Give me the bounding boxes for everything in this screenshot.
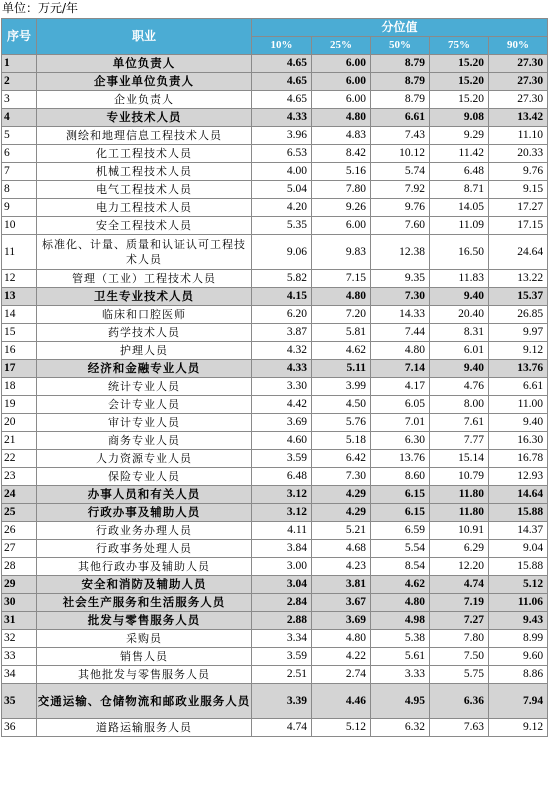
table-row <box>2 288 548 306</box>
percentile-value: 4.76 <box>430 378 489 396</box>
percentile-value: 6.36 <box>430 684 489 719</box>
percentile-value: 4.15 <box>252 288 312 306</box>
row-number: 24 <box>2 486 37 504</box>
row-number: 19 <box>2 396 37 414</box>
percentile-value: 10.91 <box>430 522 489 540</box>
percentile-value: 20.33 <box>489 145 548 163</box>
percentile-value: 9.29 <box>430 127 489 145</box>
percentile-value: 6.05 <box>371 396 430 414</box>
occupation-name: 采购员 <box>37 630 252 648</box>
percentile-value: 13.42 <box>489 109 548 127</box>
percentile-value: 8.54 <box>371 558 430 576</box>
occupation-name: 安全工程技术人员 <box>37 217 252 235</box>
table-row <box>2 666 548 684</box>
percentile-value: 9.04 <box>489 540 548 558</box>
percentile-value: 11.10 <box>489 127 548 145</box>
percentile-value: 4.65 <box>252 55 312 73</box>
header-p90: 90% <box>489 37 548 55</box>
percentile-value: 7.61 <box>430 414 489 432</box>
header-p50: 50% <box>371 37 430 55</box>
percentile-value: 6.48 <box>252 468 312 486</box>
percentile-value: 11.80 <box>430 504 489 522</box>
table-row <box>2 432 548 450</box>
percentile-value: 4.68 <box>312 540 371 558</box>
percentile-value: 9.12 <box>489 342 548 360</box>
percentile-value: 4.80 <box>312 630 371 648</box>
percentile-value: 4.62 <box>371 576 430 594</box>
occupation-name: 行政事务处理人员 <box>37 540 252 558</box>
percentile-value: 3.12 <box>252 486 312 504</box>
percentile-value: 24.64 <box>489 235 548 270</box>
occupation-name: 卫生专业技术人员 <box>37 288 252 306</box>
occupation-name: 化工工程技术人员 <box>37 145 252 163</box>
percentile-value: 9.40 <box>430 360 489 378</box>
occupation-name: 道路运输服务人员 <box>37 719 252 737</box>
occupation-name: 企事业单位负责人 <box>37 73 252 91</box>
occupation-name: 其他行政办事及辅助人员 <box>37 558 252 576</box>
percentile-value: 2.88 <box>252 612 312 630</box>
row-number: 30 <box>2 594 37 612</box>
percentile-value: 4.23 <box>312 558 371 576</box>
table-row <box>2 648 548 666</box>
table-row <box>2 719 548 737</box>
percentile-value: 9.08 <box>430 109 489 127</box>
percentile-value: 4.17 <box>371 378 430 396</box>
percentile-value: 6.61 <box>489 378 548 396</box>
percentile-value: 7.44 <box>371 324 430 342</box>
table-row <box>2 235 548 270</box>
percentile-value: 12.20 <box>430 558 489 576</box>
percentile-value: 4.00 <box>252 163 312 181</box>
percentile-value: 3.33 <box>371 666 430 684</box>
percentile-value: 5.38 <box>371 630 430 648</box>
percentile-value: 4.65 <box>252 73 312 91</box>
table-row <box>2 396 548 414</box>
percentile-value: 7.14 <box>371 360 430 378</box>
percentile-value: 2.84 <box>252 594 312 612</box>
percentile-value: 5.82 <box>252 270 312 288</box>
row-number: 34 <box>2 666 37 684</box>
percentile-value: 8.79 <box>371 55 430 73</box>
percentile-value: 7.30 <box>371 288 430 306</box>
percentile-value: 4.22 <box>312 648 371 666</box>
percentile-value: 11.09 <box>430 217 489 235</box>
percentile-value: 6.48 <box>430 163 489 181</box>
percentile-value: 4.80 <box>312 109 371 127</box>
percentile-value: 6.15 <box>371 504 430 522</box>
occupation-name: 行政办事及辅助人员 <box>37 504 252 522</box>
occupation-name: 批发与零售服务人员 <box>37 612 252 630</box>
percentile-value: 9.35 <box>371 270 430 288</box>
row-number: 28 <box>2 558 37 576</box>
percentile-value: 6.01 <box>430 342 489 360</box>
percentile-value: 7.43 <box>371 127 430 145</box>
row-number: 17 <box>2 360 37 378</box>
percentile-value: 3.00 <box>252 558 312 576</box>
percentile-value: 3.99 <box>312 378 371 396</box>
percentile-value: 3.39 <box>252 684 312 719</box>
occupation-name: 其他批发与零售服务人员 <box>37 666 252 684</box>
percentile-value: 3.59 <box>252 648 312 666</box>
table-row <box>2 468 548 486</box>
percentile-value: 5.74 <box>371 163 430 181</box>
percentile-value: 5.11 <box>312 360 371 378</box>
percentile-value: 15.88 <box>489 558 548 576</box>
table-row <box>2 558 548 576</box>
row-number: 20 <box>2 414 37 432</box>
percentile-value: 8.60 <box>371 468 430 486</box>
percentile-value: 9.76 <box>489 163 548 181</box>
table-row <box>2 270 548 288</box>
table-row <box>2 684 548 719</box>
row-number: 14 <box>2 306 37 324</box>
table-row <box>2 91 548 109</box>
percentile-value: 5.21 <box>312 522 371 540</box>
row-number: 36 <box>2 719 37 737</box>
percentile-value: 8.86 <box>489 666 548 684</box>
percentile-value: 9.26 <box>312 199 371 217</box>
percentile-value: 15.20 <box>430 91 489 109</box>
row-number: 2 <box>2 73 37 91</box>
percentile-value: 11.06 <box>489 594 548 612</box>
percentile-value: 10.12 <box>371 145 430 163</box>
row-number: 21 <box>2 432 37 450</box>
percentile-value: 27.30 <box>489 73 548 91</box>
row-number: 12 <box>2 270 37 288</box>
row-number: 26 <box>2 522 37 540</box>
percentile-value: 8.71 <box>430 181 489 199</box>
percentile-value: 3.69 <box>312 612 371 630</box>
percentile-value: 9.97 <box>489 324 548 342</box>
percentile-value: 5.04 <box>252 181 312 199</box>
table-row <box>2 450 548 468</box>
occupation-name: 电气工程技术人员 <box>37 181 252 199</box>
occupation-name: 统计专业人员 <box>37 378 252 396</box>
percentile-value: 6.32 <box>371 719 430 737</box>
percentile-value: 9.43 <box>489 612 548 630</box>
percentile-value: 7.20 <box>312 306 371 324</box>
header-p10: 10% <box>252 37 312 55</box>
table-row <box>2 414 548 432</box>
occupation-name: 药学技术人员 <box>37 324 252 342</box>
percentile-value: 15.14 <box>430 450 489 468</box>
percentile-value: 20.40 <box>430 306 489 324</box>
table-row <box>2 217 548 235</box>
row-number: 10 <box>2 217 37 235</box>
percentile-value: 15.20 <box>430 73 489 91</box>
percentile-value: 4.33 <box>252 109 312 127</box>
percentile-value: 16.50 <box>430 235 489 270</box>
percentile-value: 6.42 <box>312 450 371 468</box>
percentile-value: 4.29 <box>312 504 371 522</box>
percentile-value: 14.05 <box>430 199 489 217</box>
percentile-value: 16.78 <box>489 450 548 468</box>
percentile-value: 6.00 <box>312 91 371 109</box>
percentile-value: 4.32 <box>252 342 312 360</box>
row-number: 31 <box>2 612 37 630</box>
percentile-value: 4.80 <box>371 342 430 360</box>
percentile-value: 6.61 <box>371 109 430 127</box>
percentile-value: 14.64 <box>489 486 548 504</box>
percentile-value: 15.20 <box>430 55 489 73</box>
percentile-value: 7.27 <box>430 612 489 630</box>
percentile-value: 4.11 <box>252 522 312 540</box>
table-row <box>2 522 548 540</box>
table-row <box>2 594 548 612</box>
percentile-value: 14.33 <box>371 306 430 324</box>
percentile-value: 9.15 <box>489 181 548 199</box>
row-number: 22 <box>2 450 37 468</box>
percentile-value: 10.79 <box>430 468 489 486</box>
percentile-value: 6.15 <box>371 486 430 504</box>
row-number: 18 <box>2 378 37 396</box>
unit-label: 单位：万元/年 <box>2 1 79 15</box>
occupation-name: 社会生产服务和生活服务人员 <box>37 594 252 612</box>
occupation-name: 标准化、计量、质量和认证认可工程技术人员 <box>37 235 252 270</box>
percentile-value: 4.50 <box>312 396 371 414</box>
percentile-value: 4.80 <box>371 594 430 612</box>
percentile-value: 8.79 <box>371 91 430 109</box>
row-number: 32 <box>2 630 37 648</box>
row-number: 8 <box>2 181 37 199</box>
row-number: 33 <box>2 648 37 666</box>
percentile-value: 7.15 <box>312 270 371 288</box>
percentile-value: 4.95 <box>371 684 430 719</box>
percentile-value: 4.60 <box>252 432 312 450</box>
percentile-value: 3.69 <box>252 414 312 432</box>
occupation-name: 审计专业人员 <box>37 414 252 432</box>
row-number: 13 <box>2 288 37 306</box>
occupation-name: 临床和口腔医师 <box>37 306 252 324</box>
percentile-value: 27.30 <box>489 91 548 109</box>
table-row <box>2 378 548 396</box>
percentile-value: 6.20 <box>252 306 312 324</box>
percentile-value: 8.00 <box>430 396 489 414</box>
row-number: 16 <box>2 342 37 360</box>
table-row <box>2 360 548 378</box>
row-number: 35 <box>2 684 37 719</box>
table-row <box>2 540 548 558</box>
percentile-value: 5.54 <box>371 540 430 558</box>
percentile-value: 9.83 <box>312 235 371 270</box>
table-row <box>2 199 548 217</box>
percentile-value: 5.61 <box>371 648 430 666</box>
row-number: 15 <box>2 324 37 342</box>
occupation-name: 企业负责人 <box>37 91 252 109</box>
occupation-name: 人力资源专业人员 <box>37 450 252 468</box>
row-number: 4 <box>2 109 37 127</box>
percentile-value: 7.80 <box>430 630 489 648</box>
percentile-value: 12.93 <box>489 468 548 486</box>
row-number: 5 <box>2 127 37 145</box>
percentile-value: 4.62 <box>312 342 371 360</box>
percentile-value: 4.83 <box>312 127 371 145</box>
percentile-value: 11.83 <box>430 270 489 288</box>
percentile-value: 4.65 <box>252 91 312 109</box>
table-row <box>2 342 548 360</box>
percentile-value: 7.80 <box>312 181 371 199</box>
percentile-value: 2.74 <box>312 666 371 684</box>
percentile-value: 8.99 <box>489 630 548 648</box>
occupation-name: 电力工程技术人员 <box>37 199 252 217</box>
percentile-value: 3.30 <box>252 378 312 396</box>
percentile-value: 6.00 <box>312 73 371 91</box>
header-job: 职业 <box>37 19 252 55</box>
percentile-value: 26.85 <box>489 306 548 324</box>
occupation-name: 行政业务办理人员 <box>37 522 252 540</box>
occupation-name: 护理人员 <box>37 342 252 360</box>
percentile-value: 6.30 <box>371 432 430 450</box>
percentile-value: 17.15 <box>489 217 548 235</box>
percentile-value: 3.04 <box>252 576 312 594</box>
percentile-value: 7.77 <box>430 432 489 450</box>
percentile-value: 6.29 <box>430 540 489 558</box>
table-row <box>2 163 548 181</box>
salary-percentile-table <box>1 18 548 737</box>
percentile-value: 15.37 <box>489 288 548 306</box>
percentile-value: 5.12 <box>312 719 371 737</box>
table-row <box>2 486 548 504</box>
table-row <box>2 306 548 324</box>
percentile-value: 5.18 <box>312 432 371 450</box>
occupation-name: 销售人员 <box>37 648 252 666</box>
percentile-value: 9.12 <box>489 719 548 737</box>
percentile-value: 4.74 <box>252 719 312 737</box>
percentile-value: 4.98 <box>371 612 430 630</box>
table-row <box>2 127 548 145</box>
occupation-name: 商务专业人员 <box>37 432 252 450</box>
percentile-value: 3.34 <box>252 630 312 648</box>
percentile-value: 9.76 <box>371 199 430 217</box>
header-percentile-group: 分位值 <box>252 19 548 37</box>
table-row <box>2 630 548 648</box>
occupation-name: 机械工程技术人员 <box>37 163 252 181</box>
row-number: 29 <box>2 576 37 594</box>
percentile-value: 16.30 <box>489 432 548 450</box>
percentile-value: 7.30 <box>312 468 371 486</box>
percentile-value: 4.42 <box>252 396 312 414</box>
percentile-value: 9.06 <box>252 235 312 270</box>
percentile-value: 4.74 <box>430 576 489 594</box>
percentile-value: 3.12 <box>252 504 312 522</box>
percentile-value: 7.60 <box>371 217 430 235</box>
percentile-value: 12.38 <box>371 235 430 270</box>
percentile-value: 17.27 <box>489 199 548 217</box>
table-row <box>2 576 548 594</box>
row-number: 6 <box>2 145 37 163</box>
percentile-value: 11.80 <box>430 486 489 504</box>
table-row <box>2 612 548 630</box>
percentile-value: 5.75 <box>430 666 489 684</box>
percentile-value: 3.81 <box>312 576 371 594</box>
percentile-value: 13.22 <box>489 270 548 288</box>
percentile-value: 7.01 <box>371 414 430 432</box>
percentile-value: 3.67 <box>312 594 371 612</box>
percentile-value: 4.33 <box>252 360 312 378</box>
percentile-value: 3.84 <box>252 540 312 558</box>
table-row <box>2 55 548 73</box>
header-p25: 25% <box>312 37 371 55</box>
percentile-value: 8.79 <box>371 73 430 91</box>
percentile-value: 5.35 <box>252 217 312 235</box>
table-row <box>2 73 548 91</box>
percentile-value: 9.60 <box>489 648 548 666</box>
percentile-value: 4.20 <box>252 199 312 217</box>
percentile-value: 5.76 <box>312 414 371 432</box>
percentile-value: 7.63 <box>430 719 489 737</box>
percentile-value: 9.40 <box>430 288 489 306</box>
percentile-value: 14.37 <box>489 522 548 540</box>
header-seq: 序号 <box>2 19 37 55</box>
occupation-name: 安全和消防及辅助人员 <box>37 576 252 594</box>
occupation-name: 测绘和地理信息工程技术人员 <box>37 127 252 145</box>
percentile-value: 8.42 <box>312 145 371 163</box>
row-number: 11 <box>2 235 37 270</box>
row-number: 23 <box>2 468 37 486</box>
percentile-value: 9.40 <box>489 414 548 432</box>
percentile-value: 8.31 <box>430 324 489 342</box>
header-p75: 75% <box>430 37 489 55</box>
percentile-value: 7.94 <box>489 684 548 719</box>
percentile-value: 13.76 <box>489 360 548 378</box>
percentile-value: 6.00 <box>312 217 371 235</box>
percentile-value: 3.96 <box>252 127 312 145</box>
percentile-value: 7.19 <box>430 594 489 612</box>
percentile-value: 4.80 <box>312 288 371 306</box>
occupation-name: 管理（工业）工程技术人员 <box>37 270 252 288</box>
occupation-name: 专业技术人员 <box>37 109 252 127</box>
row-number: 9 <box>2 199 37 217</box>
percentile-value: 7.50 <box>430 648 489 666</box>
percentile-value: 13.76 <box>371 450 430 468</box>
occupation-name: 办事人员和有关人员 <box>37 486 252 504</box>
percentile-value: 5.81 <box>312 324 371 342</box>
percentile-value: 5.16 <box>312 163 371 181</box>
occupation-name: 会计专业人员 <box>37 396 252 414</box>
table-row <box>2 109 548 127</box>
table-row <box>2 504 548 522</box>
row-number: 1 <box>2 55 37 73</box>
percentile-value: 4.29 <box>312 486 371 504</box>
row-number: 7 <box>2 163 37 181</box>
percentile-value: 6.53 <box>252 145 312 163</box>
row-number: 25 <box>2 504 37 522</box>
percentile-value: 3.87 <box>252 324 312 342</box>
row-number: 3 <box>2 91 37 109</box>
row-number: 27 <box>2 540 37 558</box>
occupation-name: 经济和金融专业人员 <box>37 360 252 378</box>
table-row <box>2 324 548 342</box>
percentile-value: 11.42 <box>430 145 489 163</box>
table-row <box>2 181 548 199</box>
percentile-value: 4.46 <box>312 684 371 719</box>
occupation-name: 保险专业人员 <box>37 468 252 486</box>
percentile-value: 2.51 <box>252 666 312 684</box>
percentile-value: 7.92 <box>371 181 430 199</box>
occupation-name: 单位负责人 <box>37 55 252 73</box>
percentile-value: 15.88 <box>489 504 548 522</box>
occupation-name: 交通运输、仓储物流和邮政业服务人员 <box>37 684 252 719</box>
percentile-value: 3.59 <box>252 450 312 468</box>
percentile-value: 5.12 <box>489 576 548 594</box>
percentile-value: 6.59 <box>371 522 430 540</box>
table-row <box>2 145 548 163</box>
percentile-value: 11.00 <box>489 396 548 414</box>
percentile-value: 6.00 <box>312 55 371 73</box>
percentile-value: 27.30 <box>489 55 548 73</box>
